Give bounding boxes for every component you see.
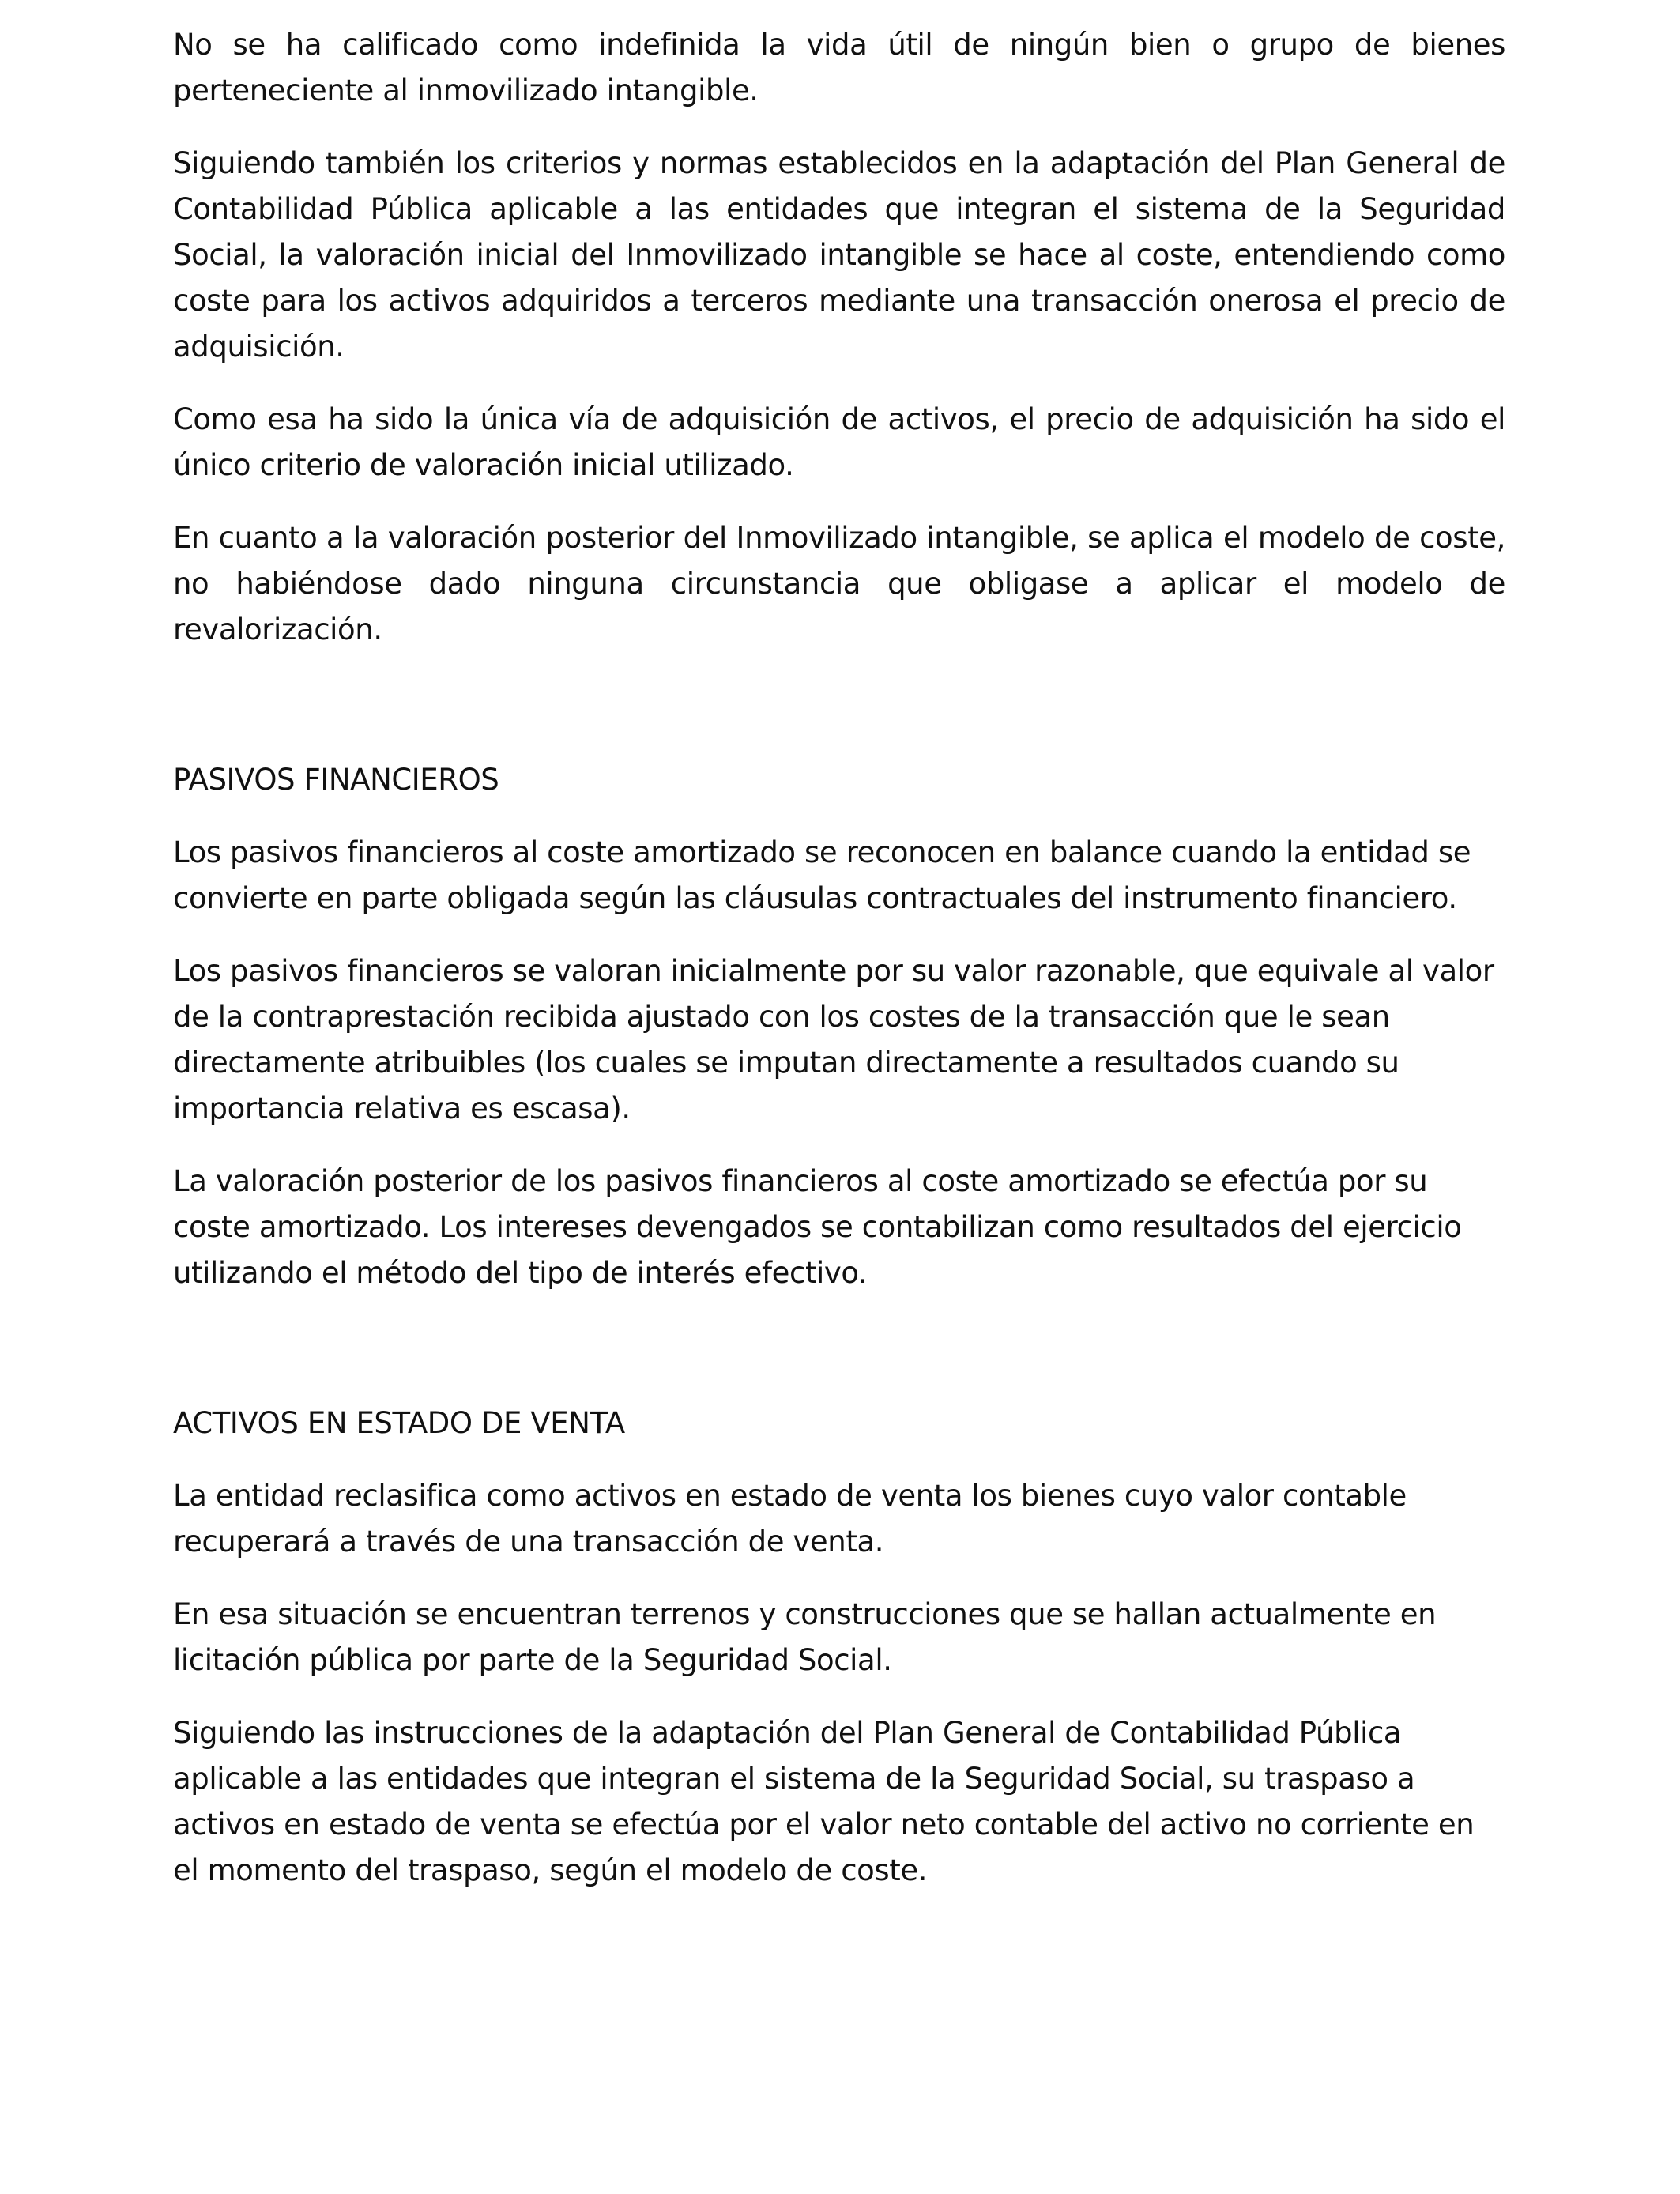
- section-heading-activos: ACTIVOS EN ESTADO DE VENTA: [173, 1406, 625, 1440]
- paragraph-land-buildings: En esa situación se encuentran terrenos y construcciones que se hallan actualmente en licitación pública por parte de la Seguridad Social.: [173, 1597, 1437, 1677]
- assets-for-sale-section: [173, 1400, 1505, 1894]
- document-page: [173, 22, 1505, 1921]
- paragraph-liabilities-subsequent: La valoración posterior de los pasivos financieros al coste amortizado se efectúa por su coste amortizado. Los intereses devengados se contabilizan como resultados del ejercicio utilizando el método del tipo de interés efectivo.: [173, 1164, 1462, 1290]
- paragraph-reclassification: La entidad reclasifica como activos en estado de venta los bienes cuyo valor contable recuperará a través de una transacción de venta.: [173, 1479, 1407, 1559]
- paragraph-liabilities-recognition: Los pasivos financieros al coste amortizado se reconocen en balance cuando la entidad se convierte en parte obligada según las cláusulas contractuales del instrumento financiero.: [173, 835, 1471, 915]
- section-heading-pasivos: PASIVOS FINANCIEROS: [173, 763, 499, 797]
- paragraph-subsequent-valuation: En cuanto a la valoración posterior del Inmovilizado intangible, se aplica el modelo de coste, no habiéndose dado ninguna circunstancia que obligase a aplicar el modelo de revalorización.: [173, 521, 1505, 647]
- section-spacer: [173, 1323, 1505, 1400]
- paragraph-indefinite-life: No se ha calificado como indefinida la vida útil de ningún bien o grupo de bienes perteneciente al inmovilizado intangible.: [173, 28, 1505, 107]
- section-spacer: [173, 680, 1505, 757]
- paragraph-initial-valuation: Siguiendo también los criterios y normas establecidos en la adaptación del Plan General de Contabilidad Pública aplicable a las entidades que integran el sistema de la Seguridad Social, la valoración inicial del Inmovilizado intangible se hace al coste, entendiendo como coste para los activos adquiridos a terceros mediante una transacción onerosa el precio de adquisición.: [173, 146, 1505, 364]
- financial-liabilities-section: [173, 757, 1505, 1296]
- intangible-section: [173, 22, 1505, 653]
- paragraph-liabilities-initial: Los pasivos financieros se valoran inicialmente por su valor razonable, que equivale al valor de la contraprestación recibida ajustado con los costes de la transacción que le sean directamente atribuibles (los cuales se imputan directamente a resultados cuando su importancia relativa es escasa).: [173, 954, 1494, 1125]
- paragraph-transfer-valuation: Siguiendo las instrucciones de la adaptación del Plan General de Contabilidad Pública aplicable a las entidades que integran el sistema de la Seguridad Social, su traspaso a activos en estado de venta se efectúa por el valor neto contable del activo no corriente en el momento del traspaso, según el modelo de coste.: [173, 1716, 1475, 1887]
- paragraph-acquisition-price: Como esa ha sido la única vía de adquisición de activos, el precio de adquisición ha sido el único criterio de valoración inicial utilizado.: [173, 402, 1505, 482]
